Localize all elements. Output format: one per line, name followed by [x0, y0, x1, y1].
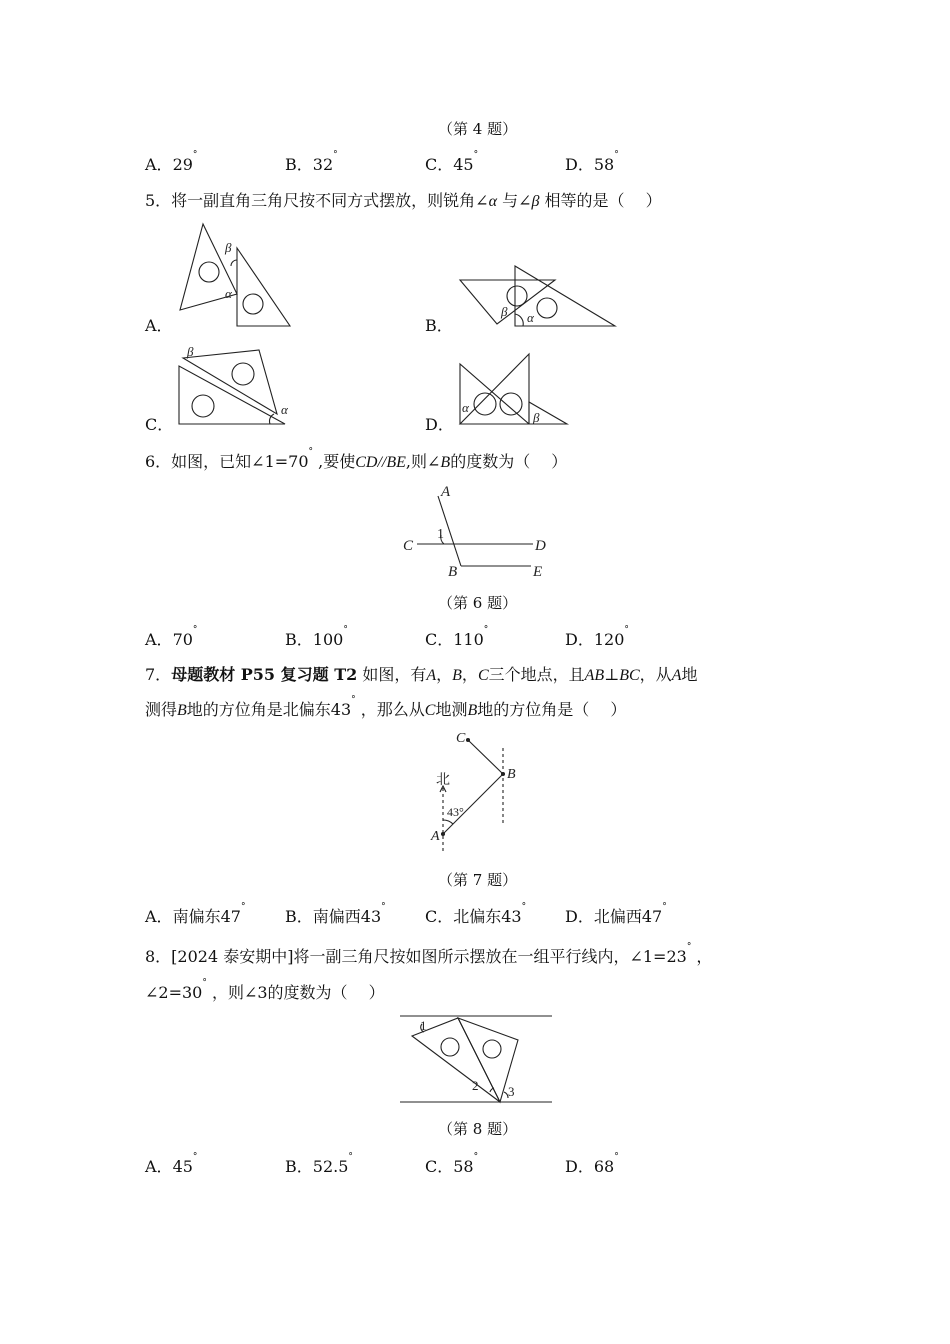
q5-figure-c [175, 342, 300, 427]
q7-option-b[interactable]: B．南偏西43° [285, 902, 386, 926]
q4-caption: （第 4 题） [438, 120, 518, 138]
svg-text:α: α [281, 402, 288, 417]
q5-stem: 5．将一副直角三角尺按不同方式摆放，则锐角∠α 与∠β 相等的是（ ） [145, 191, 662, 210]
q6-option-b[interactable]: B．100° [285, 625, 348, 649]
q4-option-b[interactable]: B．32° [285, 150, 338, 174]
q8-stem-line2: ∠2=30° ，则∠3的度数为（ ） [145, 978, 385, 1002]
q5-option-c[interactable]: C． [145, 415, 174, 434]
svg-text:β: β [501, 304, 508, 319]
q7-caption: （第 7 题） [438, 871, 518, 889]
q6-label-1: 1 [437, 527, 444, 542]
svg-text:β: β [533, 410, 540, 425]
q7-label-a: A [431, 829, 440, 844]
q8-option-a[interactable]: A．45° [145, 1152, 198, 1176]
q4-option-d[interactable]: D．58° [565, 150, 619, 174]
q4-option-a[interactable]: A．29° [145, 150, 198, 174]
q6-label-b: B [448, 564, 458, 580]
q6-label-a: A [441, 484, 451, 500]
q6-stem: 6．如图，已知∠1=70° ,要使CD//BE,则∠B的度数为（ ） [145, 447, 568, 471]
q6-label-e: E [533, 564, 543, 580]
q6-label-c: C [403, 538, 414, 554]
svg-text:α: α [527, 310, 534, 325]
q7-option-c[interactable]: C．北偏东43° [425, 902, 527, 926]
q6-caption: （第 6 题） [438, 594, 518, 612]
svg-text:α: α [225, 286, 232, 301]
q7-option-a[interactable]: A．南偏东47° [145, 902, 246, 926]
q7-option-d[interactable]: D．北偏西47° [565, 902, 667, 926]
q6-option-d[interactable]: D．120° [565, 625, 629, 649]
q7-label-north: 北 [436, 773, 450, 788]
q7-stem-line1: 7．母题教材 P55 复习题 T2 如图，有A，B，C三个地点，且AB⊥BC，从A地 [145, 665, 698, 684]
q8-option-b[interactable]: B．52.5° [285, 1152, 353, 1176]
q8-label-2: 2 [472, 1078, 479, 1093]
q7-stem-line2: 测得B地的方位角是北偏东43° ，那么从C地测B地的方位角是（ ） [145, 695, 627, 719]
q6-option-c[interactable]: C．110° [425, 625, 489, 649]
q7-label-c: C [456, 731, 466, 746]
q8-figure [398, 1012, 554, 1106]
q7-label-b: B [507, 767, 516, 782]
q5-option-b[interactable]: B． [425, 316, 453, 335]
q8-label-3: 3 [508, 1084, 515, 1099]
q6-figure [395, 480, 565, 580]
q7-figure [425, 728, 535, 858]
svg-text:α: α [462, 400, 469, 415]
q4-option-c[interactable]: C．45° [425, 150, 479, 174]
q8-label-1: 1 [420, 1018, 427, 1033]
svg-text:β: β [187, 344, 194, 359]
q5-option-a[interactable]: A． [145, 316, 173, 335]
q6-option-a[interactable]: A．70° [145, 625, 198, 649]
svg-text:β: β [225, 240, 232, 255]
q8-stem-line1: 8．[2024 泰安期中]将一副三角尺按如图所示摆放在一组平行线内，∠1=23° ， [145, 942, 713, 966]
q5-figure-b [455, 262, 620, 332]
q5-option-d[interactable]: D． [425, 415, 454, 434]
q8-caption: （第 8 题） [438, 1120, 518, 1138]
q5-figure-a [175, 220, 295, 330]
q8-option-d[interactable]: D．68° [565, 1152, 619, 1176]
q8-option-c[interactable]: C．58° [425, 1152, 479, 1176]
q6-label-d: D [535, 538, 546, 554]
q7-label-angle: 43° [447, 805, 464, 819]
q5-figure-d [455, 352, 575, 428]
